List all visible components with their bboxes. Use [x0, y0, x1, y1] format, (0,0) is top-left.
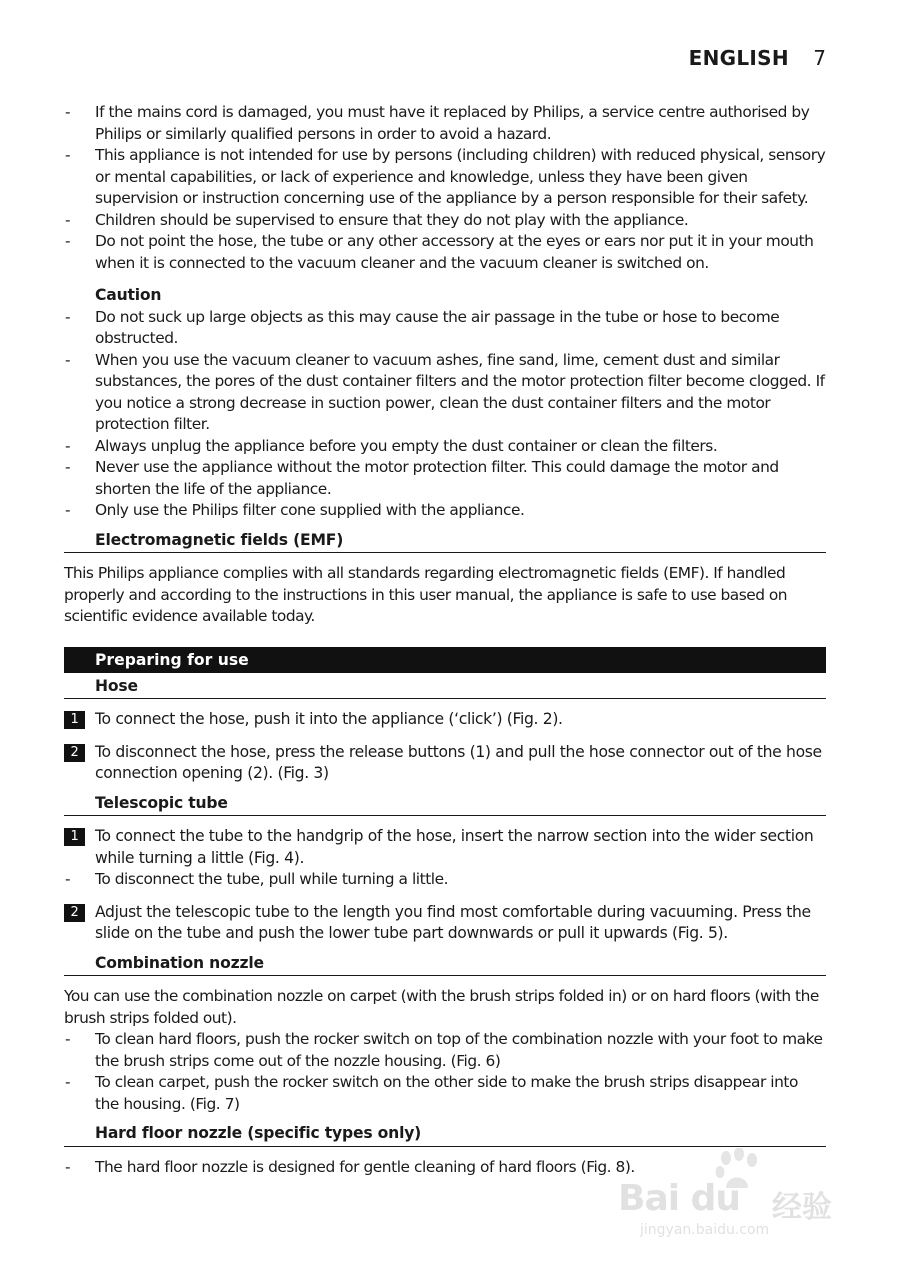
watermark-cn: 经验 — [772, 1190, 832, 1225]
caution-item: - Never use the appliance without the motor protection filter. This could damage the motor and shorten the life of the appliance. — [64, 457, 826, 500]
combination-heading: Combination nozzle — [64, 953, 826, 977]
step-number-badge: 1 — [64, 828, 85, 846]
preparing-section-bar: Preparing for use — [64, 647, 826, 673]
warning-item: - If the mains cord is damaged, you must have it replaced by Philips, a service centre authorised by Philips or similarly qualified persons in order to avoid a hazard. — [64, 102, 826, 145]
warning-item: - Do not point the hose, the tube or any other accessory at the eyes or ears nor put it in your mouth when it is connected to the vacuum cleaner and the vacuum cleaner is switched on. — [64, 231, 826, 274]
language-label: ENGLISH — [688, 46, 789, 70]
step-text: To connect the tube to the handgrip of the hose, insert the narrow section into the wider section while turning a little (Fig. 4). — [95, 827, 814, 867]
emf-paragraph: This Philips appliance complies with all standards regarding electromagnetic fields (EMF). If handled properly and according to the instructions in this user manual, the appliance is safe to use based on scientific evidence available today. — [64, 564, 788, 625]
tube-step-2 — [64, 902, 826, 945]
hose-step-2 — [64, 742, 826, 785]
caution-list — [64, 307, 826, 522]
page-content — [64, 102, 826, 1178]
step-number-badge: 2 — [64, 904, 85, 922]
combination-item: - To clean carpet, push the rocker switch on the other side to make the brush strips disappear into the housing. (Fig. 7) — [64, 1072, 826, 1115]
combination-item: - To clean hard floors, push the rocker switch on top of the combination nozzle with your foot to make the brush strips come out of the nozzle housing. (Fig. 6) — [64, 1029, 826, 1072]
watermark-brand: Bai du — [618, 1178, 741, 1219]
watermark-url: jingyan.baidu.com — [640, 1222, 770, 1238]
warning-item: - Children should be supervised to ensure that they do not play with the appliance. — [64, 210, 826, 232]
caution-item: - Do not suck up large objects as this may cause the air passage in the tube or hose to become obstructed. — [64, 307, 826, 350]
step-number-badge: 1 — [64, 711, 85, 729]
hardfloor-item: - The hard floor nozzle is designed for gentle cleaning of hard floors (Fig. 8). — [64, 1157, 826, 1179]
page-header — [689, 46, 826, 70]
emf-heading: Electromagnetic fields (EMF) — [64, 530, 826, 554]
warning-list — [64, 102, 826, 274]
tube-step-1 — [64, 826, 826, 869]
tube-heading: Telescopic tube — [64, 793, 826, 817]
step-number-badge: 2 — [64, 744, 85, 762]
warning-item: - This appliance is not intended for use by persons (including children) with reduced physical, sensory or mental capabilities, or lack of experience and knowledge, unless they have been given supervision or instruction concerning use of the appliance by a person responsible for their safety. — [64, 145, 826, 210]
step-text: To disconnect the hose, press the release buttons (1) and pull the hose connector out of the hose connection opening (2). (Fig. 3) — [95, 742, 822, 782]
caution-item: - Only use the Philips filter cone supplied with the appliance. — [64, 500, 826, 522]
caution-item: - When you use the vacuum cleaner to vacuum ashes, fine sand, lime, cement dust and similar substances, the pores of the dust container filters and the motor protection filter become clogged. If you notice a strong decrease in suction power, clean the dust container filters and the motor protection filter. — [64, 350, 826, 436]
hose-heading: Hose — [64, 676, 826, 700]
hose-step-1 — [64, 709, 826, 731]
step-text: Adjust the telescopic tube to the length you find most comfortable during vacuuming. Press the slide on the tube and push the lower tube part downwards or pull it upwards (Fig. 5). — [95, 902, 811, 942]
step-text: To connect the hose, push it into the appliance (‘click’) (Fig. 2). — [95, 710, 563, 728]
caution-heading: Caution — [95, 286, 162, 304]
baidu-watermark — [612, 1148, 852, 1248]
caution-item: - Always unplug the appliance before you empty the dust container or clean the filters. — [64, 436, 826, 458]
combination-intro: You can use the combination nozzle on carpet (with the brush strips folded in) or on hard floors (with the brush strips folded out). — [64, 987, 819, 1027]
tube-note: - To disconnect the tube, pull while turning a little. — [64, 869, 826, 891]
hardfloor-heading: Hard floor nozzle (specific types only) — [64, 1123, 826, 1147]
page-number: 7 — [813, 46, 826, 70]
